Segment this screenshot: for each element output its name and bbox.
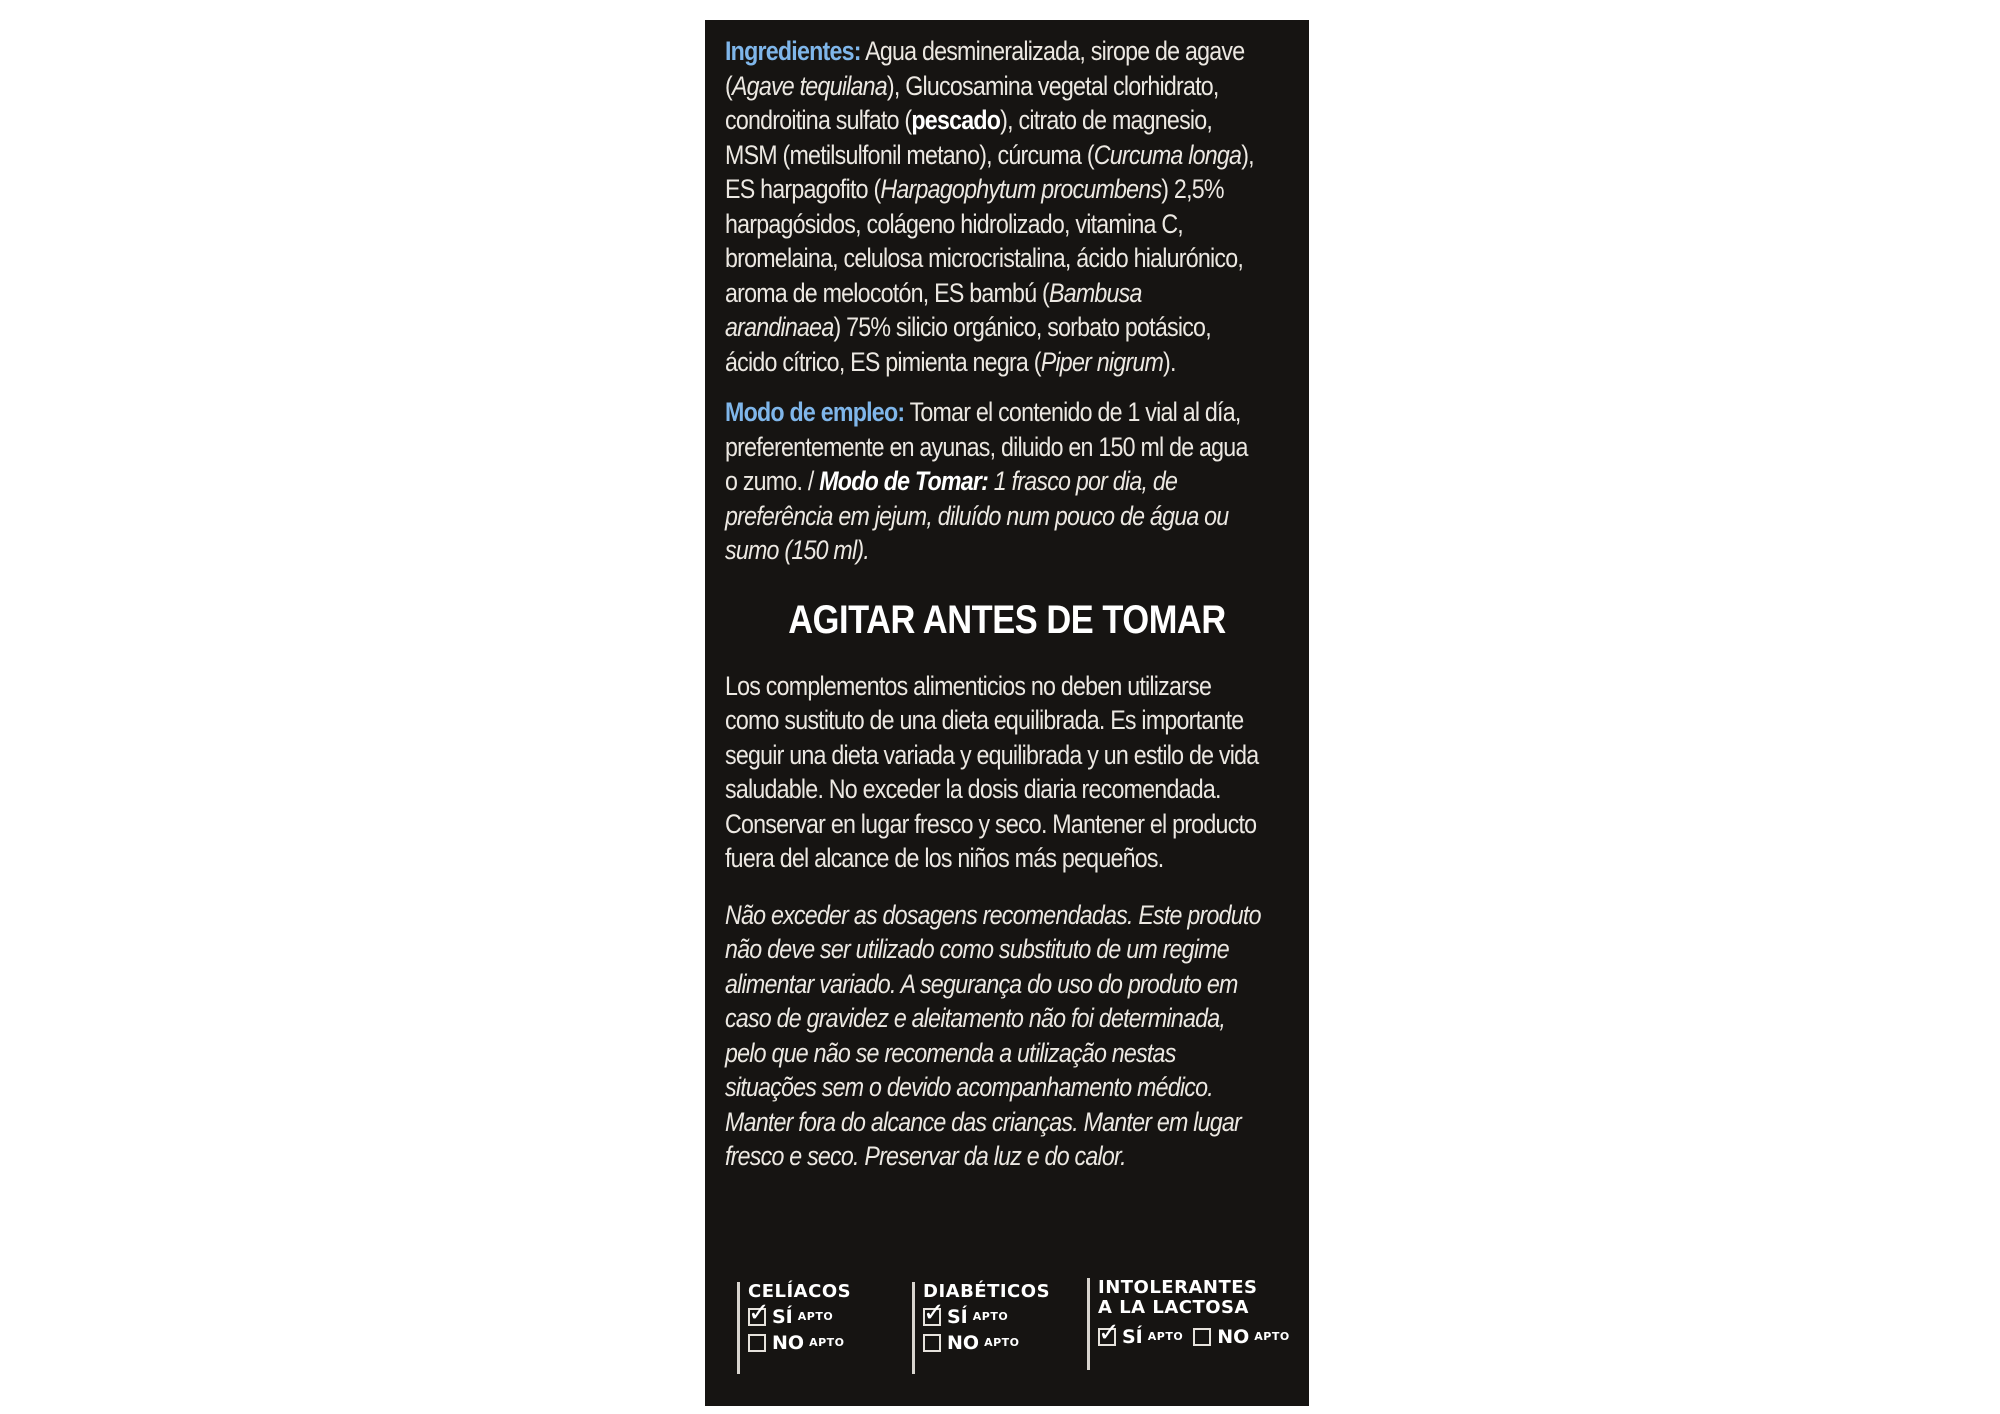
product-label-panel xyxy=(705,20,1309,1406)
badge-title: INTOLERANTES xyxy=(1098,1277,1258,1298)
option-si xyxy=(1098,1318,1184,1348)
option-no xyxy=(923,1332,1050,1354)
badge-title: CELÍACOS xyxy=(748,1281,852,1302)
suitability-badges xyxy=(737,1277,1290,1392)
option-si xyxy=(748,1298,851,1328)
warning-es-paragraph: Los complementos alimenticios no deben utilizarse como sustituto de una dieta equilibrada. Es importante seguir una dieta variada y equilibrada y un estilo de vida saludable. No exceder la dosis diaria recomendada. Conservar en lugar fresco y seco. Mantener el producto fuera del alcance de los niños más pequeños. xyxy=(725,670,1259,873)
ingredients-paragraph xyxy=(725,34,1263,379)
ingredients-text: ). xyxy=(1163,346,1176,377)
ingredients-label: Ingredientes: xyxy=(725,36,861,66)
ingredients-text: ), Glucosamina vegetal clorhidrato, condroitina sulfato ( xyxy=(725,70,1219,135)
option-no xyxy=(748,1332,851,1354)
option-label: NO xyxy=(1217,1326,1250,1348)
option-label: NO xyxy=(772,1332,805,1354)
badge-title: A LA LACTOSA xyxy=(1098,1297,1249,1318)
ingredients-latin-name: Agave tequilana xyxy=(731,70,887,101)
apto-label: APTO xyxy=(1147,1330,1184,1343)
apto-label: APTO xyxy=(809,1336,845,1349)
badge-diabeticos xyxy=(912,1282,1050,1374)
badge-title: DIABÉTICOS xyxy=(923,1281,1051,1302)
checkbox-checked-icon: ✓ xyxy=(748,1298,770,1328)
option-row xyxy=(1098,1318,1290,1348)
ingredients-text: ), citrato de magnesio, MSM (metilsulfonil metano), cúrcuma ( xyxy=(725,105,1213,170)
checkbox-empty-icon xyxy=(923,1334,941,1352)
usage-label: Modo de empleo: xyxy=(725,397,905,427)
checkbox-empty-icon xyxy=(748,1334,766,1352)
allergen-highlight: pescado xyxy=(911,105,1001,135)
usage-pt-label: Modo de Tomar: xyxy=(819,466,989,496)
option-no xyxy=(1193,1326,1290,1348)
ingredients-text: ), ES harpagofito ( xyxy=(725,139,1254,204)
ingredients-latin-name: Curcuma longa xyxy=(1093,139,1242,170)
apto-label: APTO xyxy=(984,1336,1020,1349)
option-si xyxy=(923,1298,1050,1328)
ingredients-text: ) 75% silicio orgánico, sorbato potásico, ácido cítrico, ES pimienta negra ( xyxy=(725,312,1211,377)
apto-label: APTO xyxy=(972,1310,1009,1323)
option-label: SÍ xyxy=(1122,1326,1143,1348)
ingredients-latin-name: Bambusa arandinaea xyxy=(725,277,1142,342)
badge-celiacos xyxy=(737,1282,851,1374)
badge-lactosa xyxy=(1087,1278,1290,1370)
usage-text: Tomar el contenido de 1 vial al día, preferentemente en ayunas, diluido en 150 ml de agua o zumo. / xyxy=(725,397,1248,496)
option-label: SÍ xyxy=(772,1306,793,1328)
option-label: NO xyxy=(947,1332,980,1354)
checkbox-empty-icon xyxy=(1193,1328,1211,1346)
apto-label: APTO xyxy=(797,1310,834,1323)
ingredients-text: Agua desmineralizada, sirope de agave ( xyxy=(725,36,1245,101)
warning-pt-paragraph: Não exceder as dosagens recomendadas. Este produto não deve ser utilizado como substituto de um regime alimentar variado. A segurança do uso do produto em caso de gravidez e aleitamento não foi determinada, pelo que não se recomenda a utilização nestas situações sem o devido acompanhamento médico. Manter fora do alcance das crianças. Manter em lugar fresco e seco. Preservar da luz e do calor. xyxy=(725,899,1261,1171)
usage-pt-text: 1 frasco por dia, de preferência em jejum, diluído num pouco de água ou sumo (150 ml). xyxy=(725,466,1229,565)
checkbox-checked-icon: ✓ xyxy=(1098,1318,1120,1348)
option-label: SÍ xyxy=(947,1306,968,1328)
apto-label: APTO xyxy=(1254,1330,1290,1343)
ingredients-latin-name: Piper nigrum xyxy=(1040,346,1164,377)
ingredients-latin-name: Harpagophytum procumbens xyxy=(880,174,1162,204)
shake-heading: AGITAR ANTES DE TOMAR xyxy=(788,597,1226,642)
checkbox-checked-icon: ✓ xyxy=(923,1298,945,1328)
usage-paragraph xyxy=(725,395,1263,568)
ingredients-text: ) 2,5% harpagósidos, colágeno hidrolizado, vitamina C, bromelaina, celulosa microcristalina, ácido hialurónico, aroma de melocotón, ES bambú ( xyxy=(725,174,1244,308)
